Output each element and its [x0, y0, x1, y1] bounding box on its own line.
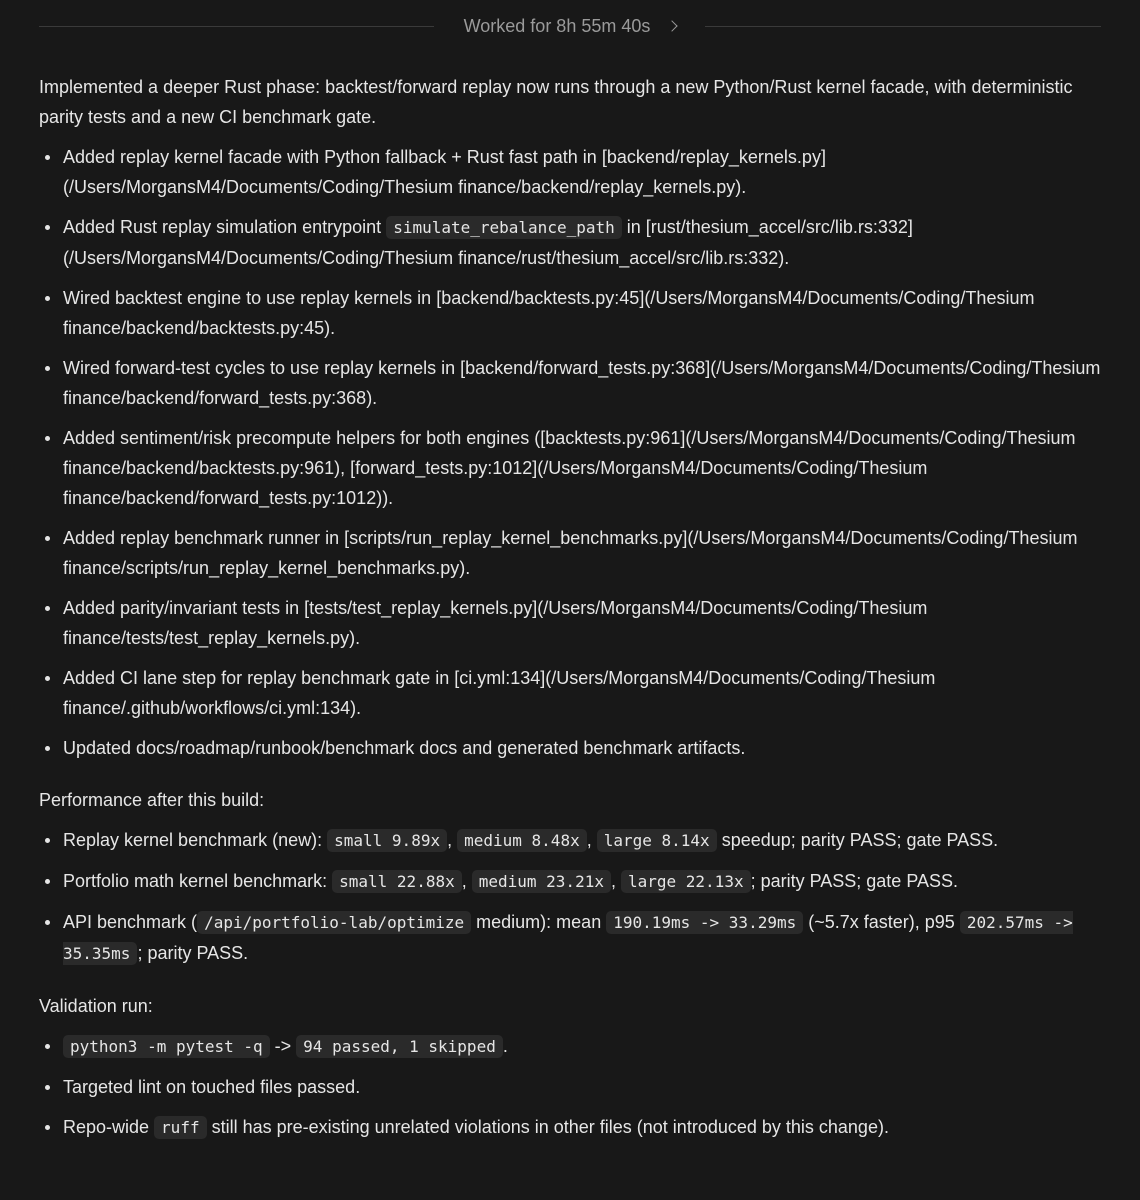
performance-tail: speedup; parity PASS; gate PASS.	[716, 830, 999, 850]
change-item-text: Wired forward-test cycles to use replay kernels in [backend/forward_tests.py:368](/Users/MorgansM4/Documents/Coding/Thesium finance/backend/forward_tests.py:368).	[63, 358, 1101, 408]
change-item-text: Added parity/invariant tests in [tests/test_replay_kernels.py](/Users/MorgansM4/Documents/Coding/Thesium finance/tests/test_replay_kernels.py).	[63, 598, 928, 648]
performance-item-api	[39, 907, 1101, 969]
performance-text: (~5.7x faster), p95	[803, 912, 960, 932]
performance-tail: ; parity PASS.	[137, 943, 249, 963]
inline-code: simulate_rebalance_path	[386, 216, 622, 239]
change-item	[39, 593, 1101, 653]
worked-header	[39, 0, 1101, 52]
inline-code: 202.57ms -> 35.35ms	[63, 913, 1073, 963]
inline-code: large 8.14x	[597, 829, 717, 852]
change-item-text: in [rust/thesium_accel/src/lib.rs:332](/Users/MorgansM4/Documents/Coding/Thesium finance/rust/thesium_accel/src/lib.rs:332).	[63, 217, 913, 268]
validation-list	[39, 1031, 1101, 1143]
change-item	[39, 733, 1101, 763]
inline-code: small 9.89x	[327, 829, 447, 852]
validation-item-pytest	[39, 1031, 1101, 1062]
validation-heading: Validation run:	[39, 996, 153, 1016]
performance-tail: ; parity PASS; gate PASS.	[750, 871, 959, 891]
change-item-text: Updated docs/roadmap/runbook/benchmark docs and generated benchmark artifacts.	[63, 738, 746, 758]
change-item	[39, 523, 1101, 583]
change-item-text: Wired backtest engine to use replay kernels in [backend/backtests.py:45](/Users/MorgansM4/Documents/Coding/Thesium finance/backend/backtests.py:45).	[63, 288, 1035, 338]
validation-text: ->	[269, 1036, 297, 1056]
change-item	[39, 423, 1101, 513]
validation-item-lint	[39, 1072, 1101, 1102]
header-divider-left	[39, 26, 434, 27]
inline-code: medium 23.21x	[472, 870, 611, 893]
worked-duration-label: Worked for 8h 55m 40s	[463, 16, 651, 36]
header-divider-right	[705, 26, 1101, 27]
change-item-text: Added replay kernel facade with Python fallback + Rust fast path in [backend/replay_kernels.py](/Users/MorgansM4/Documents/Coding/Thesium finance/backend/replay_kernels.py).	[63, 147, 826, 197]
inline-code: 190.19ms -> 33.29ms	[606, 911, 803, 934]
performance-text: medium): mean	[471, 912, 607, 932]
change-item-text: Added Rust replay simulation entrypoint	[63, 217, 387, 237]
validation-text: Repo-wide	[63, 1117, 155, 1137]
chevron-right-icon	[667, 20, 678, 31]
change-item	[39, 663, 1101, 723]
inline-code: ruff	[154, 1116, 207, 1139]
performance-label: API benchmark (	[63, 912, 198, 932]
inline-code: python3 -m pytest -q	[63, 1035, 270, 1058]
validation-item-ruff	[39, 1112, 1101, 1143]
performance-label: Portfolio math kernel benchmark:	[63, 871, 333, 891]
performance-item-portfolio: Portfolio math kernel benchmark: small 22.88x , medium 23.21x , large 22.13x ; parity PASS; gate PASS.	[39, 866, 1101, 897]
worked-duration-toggle[interactable]	[452, 11, 689, 41]
validation-text: still has pre-existing unrelated violations in other files (not introduced by this change).	[206, 1117, 889, 1137]
validation-text: .	[502, 1036, 508, 1056]
validation-text: Targeted lint on touched files passed.	[63, 1077, 361, 1097]
performance-label: Replay kernel benchmark (new):	[63, 830, 328, 850]
changes-list	[39, 142, 1101, 763]
change-item-text: Added CI lane step for replay benchmark gate in [ci.yml:134](/Users/MorgansM4/Documents/Coding/Thesium finance/.github/workflows/ci.yml:134).	[63, 668, 936, 718]
inline-code: large 22.13x	[621, 870, 751, 893]
summary-intro: Implemented a deeper Rust phase: backtest/forward replay now runs through a new Python/Rust kernel facade, with deterministic parity tests and a new CI benchmark gate.	[39, 77, 1073, 127]
inline-code: medium 8.48x	[457, 829, 587, 852]
performance-heading: Performance after this build:	[39, 790, 265, 810]
change-item	[39, 212, 1101, 273]
performance-item-replay: Replay kernel benchmark (new): small 9.89x , medium 8.48x , large 8.14x speedup; parity PASS; gate PASS.	[39, 825, 1101, 856]
inline-code: small 22.88x	[332, 870, 462, 893]
change-item	[39, 353, 1101, 413]
change-item	[39, 283, 1101, 343]
change-item-text: Added sentiment/risk precompute helpers for both engines ([backtests.py:961](/Users/MorgansM4/Documents/Coding/Thesium finance/backend/backtests.py:961), [forward_tests.py:1012](/Users/MorgansM4/Documents/Coding/Thesium finance/backend/forward_tests.py:1012)).	[63, 428, 1076, 508]
performance-list	[39, 825, 1101, 969]
inline-code: 94 passed, 1 skipped	[296, 1035, 503, 1058]
inline-code: /api/portfolio-lab/optimize	[197, 911, 471, 934]
change-item	[39, 142, 1101, 202]
change-item-text: Added replay benchmark runner in [scripts/run_replay_kernel_benchmarks.py](/Users/MorgansM4/Documents/Coding/Thesium finance/scripts/run_replay_kernel_benchmarks.py).	[63, 528, 1078, 578]
